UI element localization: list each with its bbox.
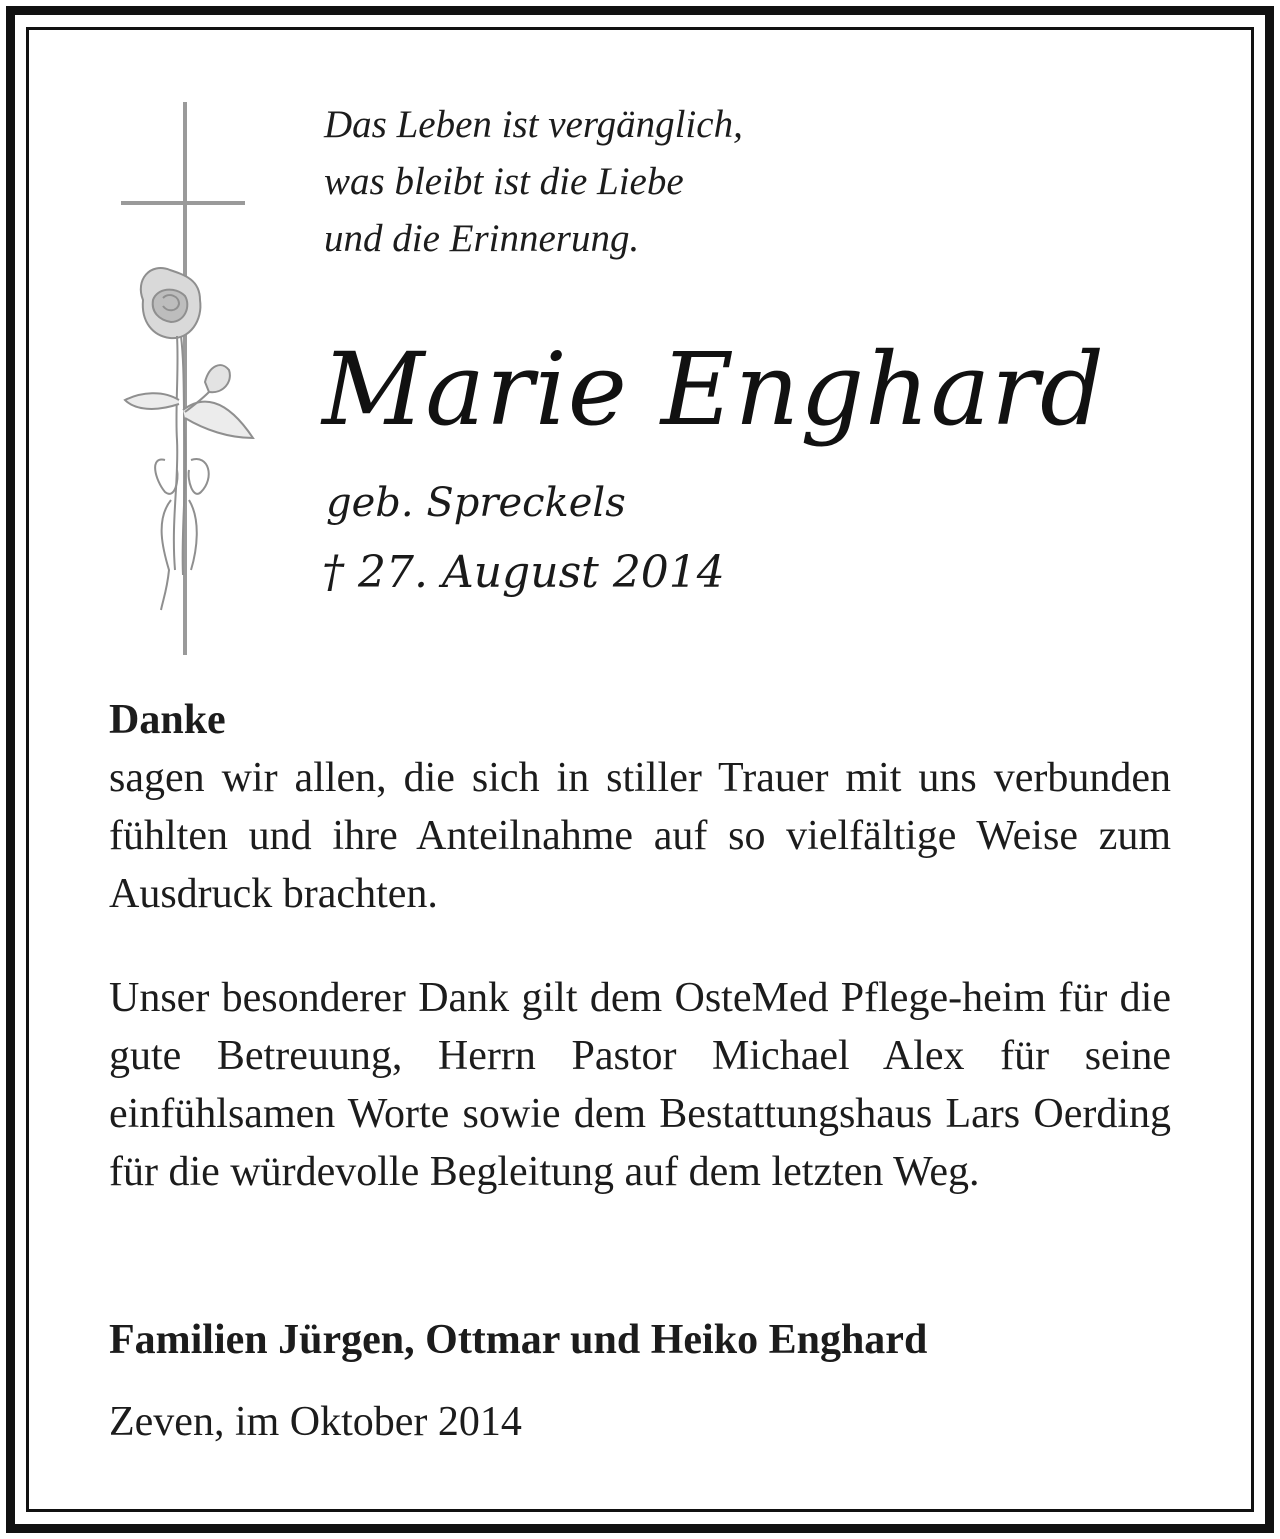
family-signature: Familien Jürgen, Ottmar und Heiko Enghard	[109, 1317, 928, 1363]
death-date: † 27. August 2014	[322, 547, 725, 598]
quote-line: und die Erinnerung.	[324, 217, 640, 260]
cross-rose-emblem	[105, 100, 265, 660]
maiden-name: geb. Spreckels	[326, 480, 626, 526]
special-thanks-paragraph: Unser besonderer Dank gilt dem OsteMed Pflege-heim für die gute Betreuung, Herrn Pastor Michael Alex für seine einfühlsamen Worte sowie dem Bestattungshaus Lars Oerding für die würdevolle Begleitung auf dem letzten Weg.	[109, 975, 1171, 1195]
memorial-quote	[324, 96, 743, 267]
quote-line: Das Leben ist vergänglich,	[324, 103, 743, 146]
thanks-paragraph: sagen wir allen, die sich in stiller Trauer mit uns verbunden fühlten und ihre Anteilnahme auf so vielfältige Weise zum Ausdruck brachten.	[109, 755, 1171, 917]
deceased-name: Marie Enghard	[322, 331, 1106, 448]
quote-line: was bleibt ist die Liebe	[324, 160, 684, 203]
thanks-heading: Danke	[109, 697, 226, 743]
rose-icon	[125, 268, 253, 610]
place-date: Zeven, im Oktober 2014	[109, 1399, 522, 1445]
